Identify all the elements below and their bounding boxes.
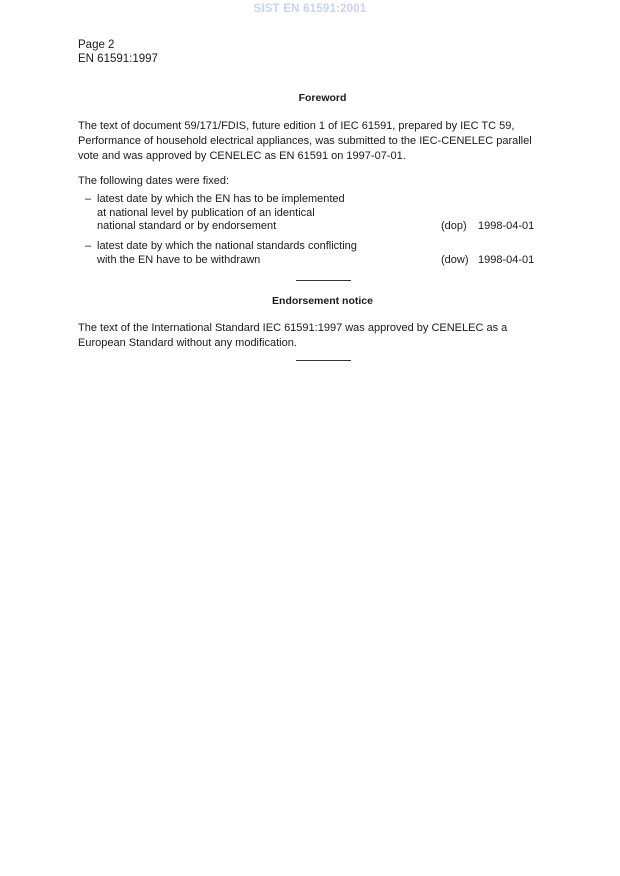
page-header <box>78 38 158 66</box>
list-dash: – <box>85 193 92 205</box>
watermark: SIST EN 61591:2001 <box>253 3 367 15</box>
dates-intro: The following dates were fixed: <box>78 175 230 187</box>
date-value: 1998-04-01 <box>478 254 535 266</box>
section-divider <box>296 280 351 281</box>
date-item-line: with the EN have to be withdrawn <box>97 253 261 266</box>
endorsement-heading: Endorsement notice <box>272 295 373 307</box>
date-item-line: national standard or by endorsement <box>97 220 277 232</box>
endorsement-line: The text of the International Standard IEC 61591:1997 was approved by CENELEC as a <box>78 322 508 334</box>
foreword-line: The text of document 59/171/FDIS, future edition 1 of IEC 61591, prepared by IEC TC 59, <box>78 120 515 132</box>
foreword-line: Performance of household electrical appliances, was submitted to the IEC-CENELEC parallel <box>78 135 532 147</box>
date-item-line: latest date by which the national standards conflicting <box>97 240 357 252</box>
end-divider <box>296 360 351 361</box>
foreword-heading: Foreword <box>298 92 347 104</box>
page-number: Page 2 <box>78 39 115 51</box>
date-abbreviation: (dow) <box>441 254 469 266</box>
date-item-line: at national level by publication of an identical <box>97 206 315 219</box>
date-value: 1998-04-01 <box>478 220 535 232</box>
list-dash: – <box>85 240 92 252</box>
date-abbreviation: (dop) <box>441 220 467 232</box>
date-item-line: latest date by which the EN has to be implemented <box>97 193 345 205</box>
endorsement-line: European Standard without any modification. <box>78 337 297 349</box>
foreword-paragraph <box>78 119 568 164</box>
foreword-line: vote and was approved by CENELEC as EN 61591 on 1997-07-01. <box>78 150 406 162</box>
date-item-text <box>97 240 417 267</box>
document-id: EN 61591:1997 <box>78 53 158 65</box>
endorsement-paragraph <box>78 321 568 351</box>
date-item-text <box>97 193 417 234</box>
